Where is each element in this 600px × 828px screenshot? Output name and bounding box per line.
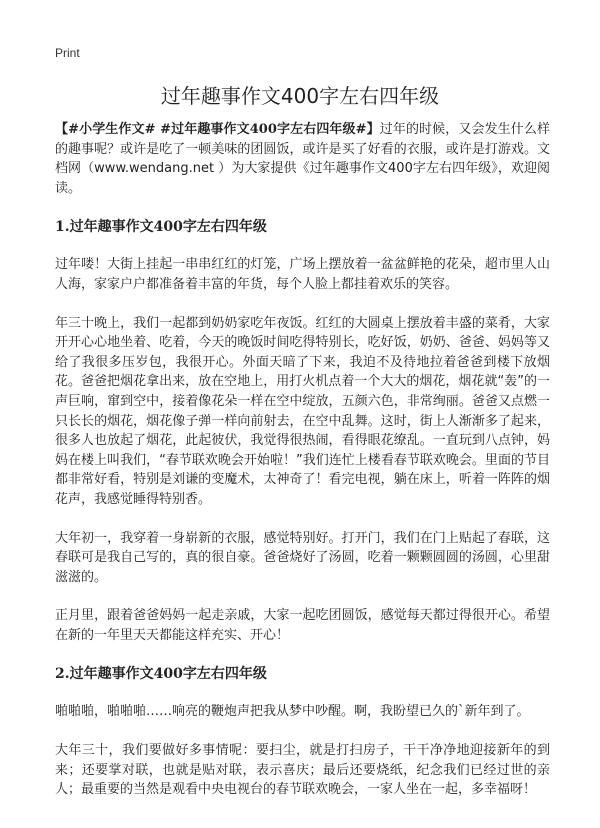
paragraph: 年三十晚上，我们一起都到奶奶家吃年夜饭。红红的大圆桌上摆放着丰盛的菜肴，大家开开心心地坐着、吃着，今天的晚饭时间吃得特别长，吃好饭，奶奶、爸爸、妈妈等又给了我很多压岁包，我很开心。外面天暗了下来，我迫不及待地拉着爸爸到楼下放烟花。爸爸把烟花拿出来，放在空地上，用打火机点着一个大大的烟花，烟花就“轰”的一声巨响，窜到空中，接着像花朵一样在空中绽放，五颜六色，非常绚丽。爸爸又点燃一只长长的烟花，烟花像子弹一样向前射去，在空中乱舞。这时，街上人渐渐多了起来，很多人也放起了烟花，此起彼伏，我觉得很热闹，看得眼花缭乱。一直玩到八点钟，妈妈在楼上叫我们，“春节联欢晚会开始啦！”我们连忙上楼看春节联欢晚会。里面的节目都非常好看，特别是刘谦的变魔术，太神奇了！看完电视，躺在床上，听着一阵阵的烟花声，我感觉睡得特别香。 [55,315,550,507]
intro-text: 过年的时候，又会发生什么样的趣事呢？或许是吃了一顿美味的团圆饭，或许是买了好看的衣服，或许是打游戏。文档网（www.wendang.net ）为大家提供《过年趣事作文400字左右四年级》，欢迎阅读。 [55,122,550,196]
intro-paragraph [55,120,550,198]
paragraph: 正月里，跟着爸爸妈妈一起走亲戚，大家一起吃团圆饭，感觉每天都过得很开心。希望在新的一年里天天都能这样充实、开心！ [55,608,550,643]
paragraph: 大年三十，我们要做好多事情呢：要扫尘，就是打扫房子，干干净净地迎接新年的到来；还要掌对联，也就是贴对联，表示喜庆；最后还要烧纸，纪念我们已经过世的亲人；最重要的当然是观看中央电视台的春节联欢晚会，一家人坐在一起，多幸福呀！ [55,743,550,798]
page-title: 过年趣事作文400字左右四年级 [160,84,440,108]
paragraph: 大年初一，我穿着一身崭新的衣服，感觉特别好。打开门，我们在门上贴起了春联，这春联可是我自己写的，真的很自豪。爸爸烧好了汤圆，吃着一颗颗圆圆的汤圆，心里甜滋滋的。 [55,530,550,585]
section-heading-2: 2.过年趣事作文400字左右四年级 [55,666,267,683]
section-heading-1: 1.过年趣事作文400字左右四年级 [55,219,267,236]
paragraph: 过年喽！大街上挂起一串串红红的灯笼，广场上摆放着一盆盆鲜艳的花朵，超市里人山人海，家家户户都准备着丰富的年货，每个人脸上都挂着欢乐的笑容。 [55,257,550,292]
paragraph: 啪啪啪，啪啪啪……响亮的鞭炮声把我从梦中吵醒。啊，我盼望已久的`新年到了。 [55,704,530,720]
intro-tag: 【#小学生作文# #过年趣事作文400字左右四年级#】 [55,122,380,137]
article-body [55,120,550,819]
print-label: Print [55,46,80,60]
